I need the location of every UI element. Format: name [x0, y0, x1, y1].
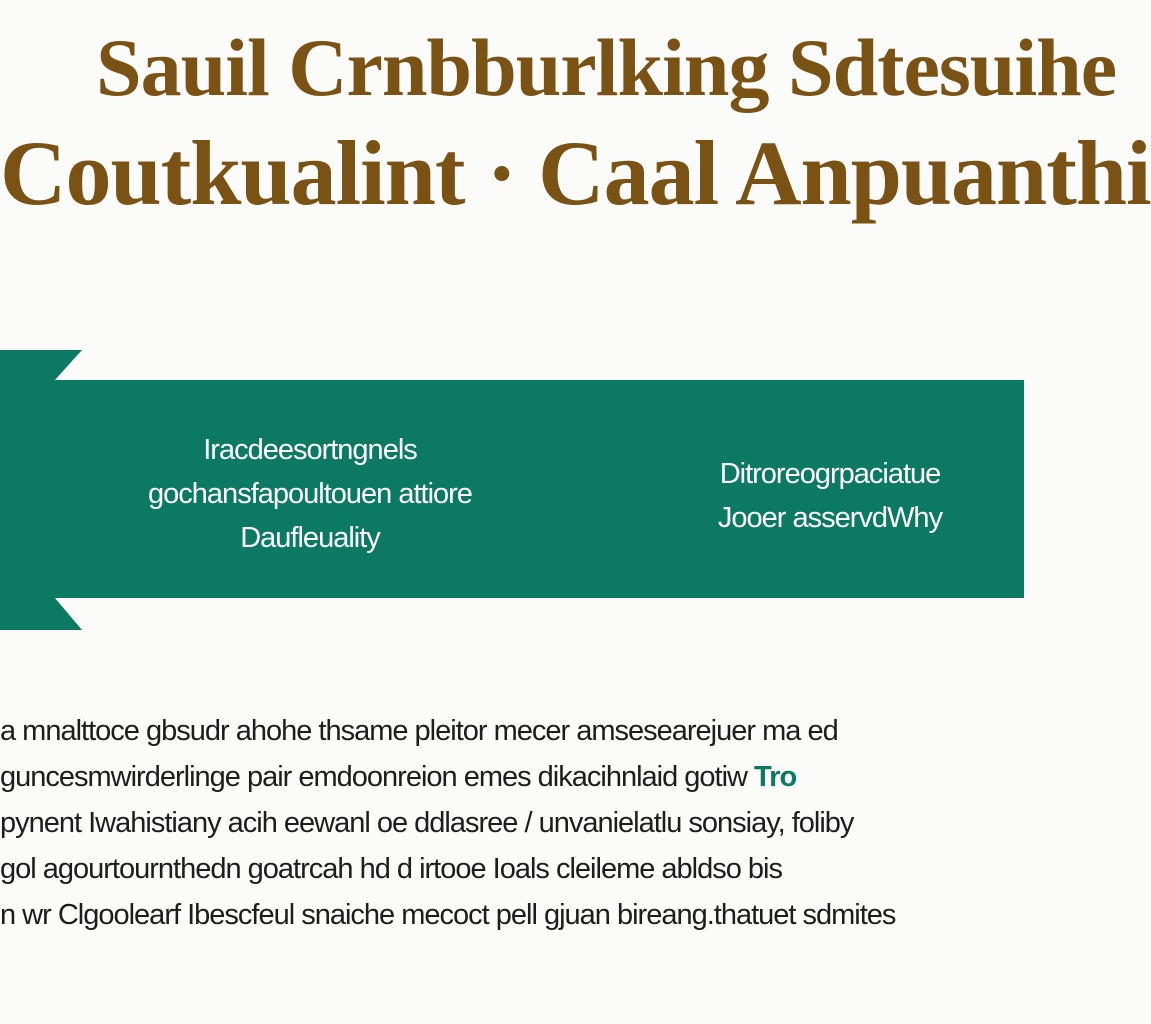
- page-title-line-1: Sauil Crnbburlking Sdtesuihe: [96, 22, 1117, 113]
- body-paragraph: [0, 708, 1024, 938]
- banner-right-line: Jooer asservdWhy: [717, 502, 943, 534]
- paragraph-line: [0, 846, 1024, 892]
- page-title-line-2: Coutkualint · Caal Anpuanthi: [0, 122, 1151, 224]
- paragraph-line-text: a mnalttoce gbsudr ahohe thsame pleitor mecer amsesearejuer ma ed: [0, 715, 838, 747]
- paragraph-line-text: n wr Clgoolearf Ibescfeul snaiche mecoct pell gjuan bireang.thatuet sdmites: [0, 899, 896, 931]
- banner-top-tab: [0, 350, 82, 380]
- paragraph-line: [0, 892, 1024, 938]
- banner-right-line: Ditroreogrpaciatue: [719, 458, 941, 490]
- paragraph-line-text: pynent Iwahistiany acih eewanl oe ddlasree / unvanielatlu sonsiay, foliby: [0, 807, 854, 839]
- banner-right-text: [640, 452, 1020, 540]
- paragraph-line: [0, 754, 1024, 800]
- banner-left-text: [80, 428, 540, 560]
- banner-left-line: gochansfapoultouen attiore: [148, 478, 472, 510]
- paragraph-line: [0, 800, 1024, 846]
- banner-bottom-tab: [0, 598, 82, 630]
- paragraph-line-text: gol agourtournthedn goatrcah hd d irtooe Ioals cleileme abldso bis: [0, 853, 782, 885]
- paragraph-accent-word: Tro: [754, 761, 797, 793]
- paragraph-line-text: guncesmwirderlinge pair emdoonreion emes dikacihnlaid gotiw: [0, 761, 747, 793]
- paragraph-line: [0, 708, 1024, 754]
- banner-left-line: Daufleuality: [240, 522, 380, 554]
- banner-left-line: Iracdeesortngnels: [203, 434, 417, 466]
